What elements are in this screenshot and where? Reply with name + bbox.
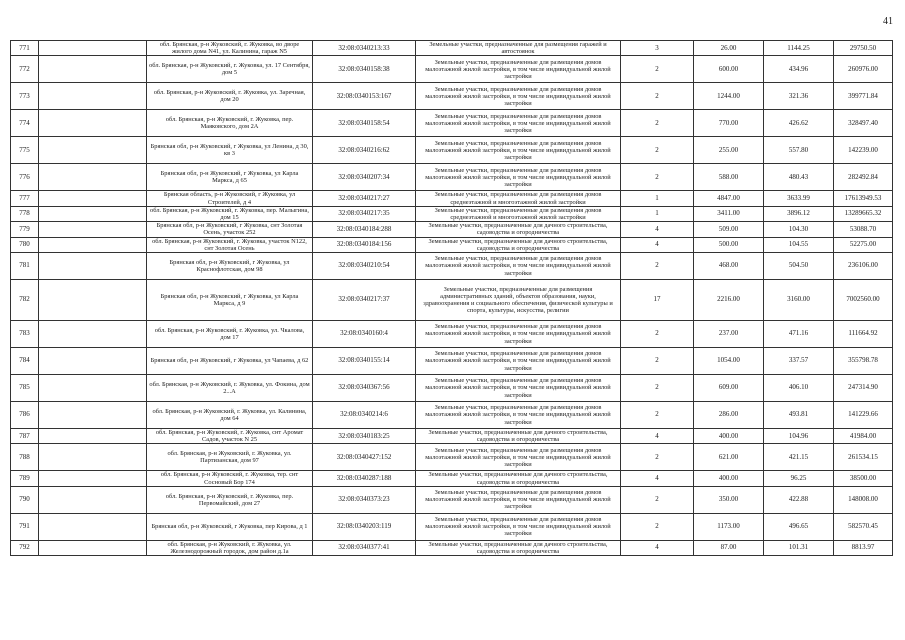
row-number: 775 — [11, 137, 39, 164]
value-cell: 52275.00 — [834, 237, 893, 252]
table-row — [11, 402, 893, 429]
value-cell: 260976.00 — [834, 56, 893, 83]
rate-cell: 3896.12 — [764, 206, 834, 221]
blank-cell — [39, 444, 147, 471]
land-use-cell: Земельные участки, предназначенные для размещения административных зданий, объектов образования, науки, здравоохранения и социального обеспечения, физической культуры и спорта, культуры, искусства, религии — [416, 280, 621, 321]
blank-cell — [39, 513, 147, 540]
table-row — [11, 137, 893, 164]
address-cell: Брянская обл, р-н Жуковский, г Жуковка, ул Карла Маркса, д 9 — [147, 280, 313, 321]
area-cell: 468.00 — [694, 253, 764, 280]
cadastral-number-cell: 32:08:0340184:288 — [313, 222, 416, 237]
cadastral-number-cell: 32:08:0340160:4 — [313, 321, 416, 348]
area-cell: 87.00 — [694, 540, 764, 555]
land-use-cell: Земельные участки, предназначенные для дачного строительства, садоводства и огородничества — [416, 471, 621, 486]
blank-cell — [39, 110, 147, 137]
value-cell: 111664.92 — [834, 321, 893, 348]
area-cell: 621.00 — [694, 444, 764, 471]
value-cell: 328497.40 — [834, 110, 893, 137]
blank-cell — [39, 471, 147, 486]
cadastral-number-cell: 32:08:0340158:54 — [313, 110, 416, 137]
table-row — [11, 56, 893, 83]
cadastral-number-cell: 32:08:0340184:156 — [313, 237, 416, 252]
address-cell: Брянская обл, р-н Жуковский, г Жуковка, ул Краснофлотская, дом 98 — [147, 253, 313, 280]
address-cell: обл. Брянская, р-н Жуковский, г. Жуковка, пер. Первомайский, дом 27 — [147, 486, 313, 513]
address-cell: Брянская обл, р-н Жуковский, г Жуковка, ул Ленина, д 30, кв 3 — [147, 137, 313, 164]
address-cell: обл. Брянская, р-н Жуковский, г. Жуковка, ул. Партизанская, дом 97 — [147, 444, 313, 471]
table-row — [11, 280, 893, 321]
cadastral-number-cell: 32:08:0340214:6 — [313, 402, 416, 429]
area-cell: 4847.00 — [694, 191, 764, 206]
group-cell: 3 — [621, 41, 694, 56]
rate-cell: 504.50 — [764, 253, 834, 280]
group-cell: 2 — [621, 513, 694, 540]
cadastral-number-cell: 32:08:0340207:34 — [313, 164, 416, 191]
blank-cell — [39, 402, 147, 429]
rate-cell: 96.25 — [764, 471, 834, 486]
address-cell: обл. Брянская, р-н Жуковский, г. Жуковка, пер. Маяковского, дом 2А — [147, 110, 313, 137]
row-number: 781 — [11, 253, 39, 280]
cadastral-number-cell: 32:08:0340373:23 — [313, 486, 416, 513]
table-row — [11, 513, 893, 540]
area-cell: 1244.00 — [694, 83, 764, 110]
row-number: 784 — [11, 348, 39, 375]
area-cell: 255.00 — [694, 137, 764, 164]
rate-cell: 406.10 — [764, 375, 834, 402]
rate-cell: 471.16 — [764, 321, 834, 348]
address-cell: обл. Брянская, р-н Жуковский, г. Жуковка, участок N122, снт Золотая Осень — [147, 237, 313, 252]
land-use-cell: Земельные участки, предназначенные для размещения домов малоэтажной жилой застройки, в том числе индивидуальной жилой застройки — [416, 444, 621, 471]
value-cell: 53088.70 — [834, 222, 893, 237]
land-use-cell: Земельные участки, предназначенные для дачного строительства, садоводства и огородничества — [416, 222, 621, 237]
area-cell: 600.00 — [694, 56, 764, 83]
cadastral-number-cell: 32:08:0340183:25 — [313, 429, 416, 444]
blank-cell — [39, 486, 147, 513]
value-cell: 282492.84 — [834, 164, 893, 191]
land-use-cell: Земельные участки, предназначенные для размещения домов среднеэтажной и многоэтажной жилой застройки — [416, 206, 621, 221]
rate-cell: 337.57 — [764, 348, 834, 375]
area-cell: 237.00 — [694, 321, 764, 348]
table-row — [11, 191, 893, 206]
row-number: 771 — [11, 41, 39, 56]
row-number: 791 — [11, 513, 39, 540]
value-cell: 582570.45 — [834, 513, 893, 540]
group-cell: 4 — [621, 471, 694, 486]
rate-cell: 422.88 — [764, 486, 834, 513]
area-cell: 2216.00 — [694, 280, 764, 321]
blank-cell — [39, 83, 147, 110]
row-number: 780 — [11, 237, 39, 252]
value-cell: 8813.97 — [834, 540, 893, 555]
blank-cell — [39, 540, 147, 555]
group-cell: 17 — [621, 280, 694, 321]
row-number: 786 — [11, 402, 39, 429]
blank-cell — [39, 321, 147, 348]
area-cell: 3411.00 — [694, 206, 764, 221]
value-cell: 38500.00 — [834, 471, 893, 486]
row-number: 777 — [11, 191, 39, 206]
blank-cell — [39, 56, 147, 83]
land-use-cell: Земельные участки, предназначенные для дачного строительства, садоводства и огородничества — [416, 540, 621, 555]
area-cell: 588.00 — [694, 164, 764, 191]
land-use-cell: Земельные участки, предназначенные для размещения домов малоэтажной жилой застройки, в том числе индивидуальной жилой застройки — [416, 56, 621, 83]
row-number: 778 — [11, 206, 39, 221]
group-cell: 4 — [621, 237, 694, 252]
address-cell: Брянская обл, р-н Жуковский, г Жуковка, пер Кирова, д 1 — [147, 513, 313, 540]
land-use-cell: Земельные участки, предназначенные для размещения домов среднеэтажной и многоэтажной жилой застройки — [416, 191, 621, 206]
area-cell: 350.00 — [694, 486, 764, 513]
rate-cell: 421.15 — [764, 444, 834, 471]
table-body — [11, 41, 893, 556]
row-number: 792 — [11, 540, 39, 555]
blank-cell — [39, 206, 147, 221]
land-use-cell: Земельные участки, предназначенные для размещения домов малоэтажной жилой застройки, в том числе индивидуальной жилой застройки — [416, 253, 621, 280]
value-cell: 148008.00 — [834, 486, 893, 513]
value-cell: 141229.66 — [834, 402, 893, 429]
cadastral-number-cell: 32:08:0340427:152 — [313, 444, 416, 471]
cadastral-number-cell: 32:08:0340377:41 — [313, 540, 416, 555]
table-row — [11, 253, 893, 280]
rate-cell: 480.43 — [764, 164, 834, 191]
value-cell: 41984.00 — [834, 429, 893, 444]
group-cell: 2 — [621, 253, 694, 280]
table-row — [11, 206, 893, 221]
blank-cell — [39, 41, 147, 56]
land-use-cell: Земельные участки, предназначенные для размещения домов малоэтажной жилой застройки, в том числе индивидуальной жилой застройки — [416, 321, 621, 348]
rate-cell: 3160.00 — [764, 280, 834, 321]
rate-cell: 321.36 — [764, 83, 834, 110]
group-cell: 2 — [621, 110, 694, 137]
table-row — [11, 444, 893, 471]
rate-cell: 101.31 — [764, 540, 834, 555]
table-row — [11, 321, 893, 348]
land-use-cell: Земельные участки, предназначенные для размещения домов малоэтажной жилой застройки, в том числе индивидуальной жилой застройки — [416, 137, 621, 164]
row-number: 787 — [11, 429, 39, 444]
address-cell: Брянская обл, р-н Жуковский, г Жуковка, ул Чапаева, д 62 — [147, 348, 313, 375]
table-row — [11, 222, 893, 237]
address-cell: обл. Брянская, р-н Жуковский, г. Жуковка, ул. Железнодорожный городок, дом район д.1а — [147, 540, 313, 555]
land-use-cell: Земельные участки, предназначенные для дачного строительства, садоводства и огородничества — [416, 237, 621, 252]
blank-cell — [39, 280, 147, 321]
group-cell: 1 — [621, 191, 694, 206]
address-cell: обл. Брянская, р-н Жуковский, г. Жуковка, ул. Калинина, дом 64 — [147, 402, 313, 429]
address-cell: обл. Брянская, р-н Жуковский, г. Жуковка, пер. Малыгина, дом 15 — [147, 206, 313, 221]
land-use-cell: Земельные участки, предназначенные для размещения домов малоэтажной жилой застройки, в том числе индивидуальной жилой застройки — [416, 110, 621, 137]
address-cell: Брянская обл, р-н Жуковский, г Жуковка, снт Золотая Осень, участок 252 — [147, 222, 313, 237]
area-cell: 1173.00 — [694, 513, 764, 540]
rate-cell: 104.55 — [764, 237, 834, 252]
row-number: 779 — [11, 222, 39, 237]
land-use-cell: Земельные участки, предназначенные для дачного строительства, садоводства и огородничества — [416, 429, 621, 444]
rate-cell: 557.80 — [764, 137, 834, 164]
value-cell: 399771.84 — [834, 83, 893, 110]
area-cell: 400.00 — [694, 471, 764, 486]
land-use-cell: Земельные участки, предназначенные для размещения домов малоэтажной жилой застройки, в том числе индивидуальной жилой застройки — [416, 486, 621, 513]
row-number: 785 — [11, 375, 39, 402]
group-cell: 2 — [621, 164, 694, 191]
cadastral-number-cell: 32:08:0340158:38 — [313, 56, 416, 83]
value-cell: 7002560.00 — [834, 280, 893, 321]
land-use-cell: Земельные участки, предназначенные для размещения домов малоэтажной жилой застройки, в том числе индивидуальной жилой застройки — [416, 348, 621, 375]
row-number: 782 — [11, 280, 39, 321]
rate-cell: 1144.25 — [764, 41, 834, 56]
value-cell: 236106.00 — [834, 253, 893, 280]
cadastral-number-cell: 32:08:0340213:33 — [313, 41, 416, 56]
area-cell: 286.00 — [694, 402, 764, 429]
table-row — [11, 164, 893, 191]
area-cell: 770.00 — [694, 110, 764, 137]
value-cell: 29750.50 — [834, 41, 893, 56]
blank-cell — [39, 222, 147, 237]
group-cell: 2 — [621, 444, 694, 471]
cadastral-number-cell: 32:08:0340203:119 — [313, 513, 416, 540]
area-cell: 509.00 — [694, 222, 764, 237]
group-cell: 2 — [621, 83, 694, 110]
row-number: 776 — [11, 164, 39, 191]
cadastral-number-cell: 32:08:0340217:27 — [313, 191, 416, 206]
group-cell: 2 — [621, 56, 694, 83]
land-use-cell: Земельные участки, предназначенные для размещения домов малоэтажной жилой застройки, в том числе индивидуальной жилой застройки — [416, 513, 621, 540]
cadastral-number-cell: 32:08:0340217:35 — [313, 206, 416, 221]
land-use-cell: Земельные участки, предназначенные для размещения домов малоэтажной жилой застройки, в том числе индивидуальной жилой застройки — [416, 402, 621, 429]
group-cell: 2 — [621, 348, 694, 375]
cadastral-number-cell: 32:08:0340367:56 — [313, 375, 416, 402]
table-row — [11, 83, 893, 110]
address-cell: обл. Брянская, р-н Жуковский, г. Жуковка, ул. Заречная, дом 20 — [147, 83, 313, 110]
group-cell: 2 — [621, 137, 694, 164]
address-cell: Брянская область, р-н Жуковский, г Жуковка, ул Строителей, д 4 — [147, 191, 313, 206]
row-number: 773 — [11, 83, 39, 110]
group-cell: 1 — [621, 206, 694, 221]
cadastral-number-cell: 32:08:0340210:54 — [313, 253, 416, 280]
table-row — [11, 375, 893, 402]
value-cell: 13289665.32 — [834, 206, 893, 221]
row-number: 774 — [11, 110, 39, 137]
group-cell: 4 — [621, 540, 694, 555]
blank-cell — [39, 191, 147, 206]
row-number: 788 — [11, 444, 39, 471]
land-use-cell: Земельные участки, предназначенные для размещения домов малоэтажной жилой застройки, в том числе индивидуальной жилой застройки — [416, 164, 621, 191]
group-cell: 2 — [621, 402, 694, 429]
blank-cell — [39, 164, 147, 191]
value-cell: 142239.00 — [834, 137, 893, 164]
rate-cell: 496.65 — [764, 513, 834, 540]
row-number: 790 — [11, 486, 39, 513]
table-row — [11, 429, 893, 444]
cadastral-number-cell: 32:08:0340287:188 — [313, 471, 416, 486]
cadastral-number-cell: 32:08:0340217:37 — [313, 280, 416, 321]
rate-cell: 104.30 — [764, 222, 834, 237]
group-cell: 4 — [621, 222, 694, 237]
rate-cell: 426.62 — [764, 110, 834, 137]
group-cell: 4 — [621, 429, 694, 444]
value-cell: 261534.15 — [834, 444, 893, 471]
land-use-cell: Земельные участки, предназначенные для размещения домов малоэтажной жилой застройки, в том числе индивидуальной жилой застройки — [416, 83, 621, 110]
address-cell: Брянская обл, р-н Жуковский, г Жуковка, ул Карла Маркса, д 65 — [147, 164, 313, 191]
page-number: 41 — [883, 16, 893, 27]
group-cell: 2 — [621, 375, 694, 402]
blank-cell — [39, 137, 147, 164]
blank-cell — [39, 375, 147, 402]
table-row — [11, 237, 893, 252]
value-cell: 355798.78 — [834, 348, 893, 375]
land-use-cell: Земельные участки, предназначенные для размещения гаражей и автостоянок — [416, 41, 621, 56]
address-cell: обл. Брянская, р-н Жуковский, г. Жуковка, снт Аромат Садов, участок N 25 — [147, 429, 313, 444]
address-cell: обл. Брянская, р-н Жуковский, г. Жуковка, ул. 17 Сентября, дом 5 — [147, 56, 313, 83]
group-cell: 2 — [621, 486, 694, 513]
table-row — [11, 348, 893, 375]
blank-cell — [39, 348, 147, 375]
address-cell: обл. Брянская, р-н Жуковский, г. Жуковка, во дворе жилого дома N41, ул. Калинина, гараж N5 — [147, 41, 313, 56]
table-row — [11, 471, 893, 486]
area-cell: 500.00 — [694, 237, 764, 252]
blank-cell — [39, 429, 147, 444]
address-cell: обл. Брянская, р-н Жуковский, г. Жуковка, тер. снт Сосновый Бор 174 — [147, 471, 313, 486]
address-cell: обл. Брянская, р-н Жуковский, г. Жуковка, ул. Фокина, дом 2...А — [147, 375, 313, 402]
address-cell: обл. Брянская, р-н Жуковский, г. Жуковка, ул. Чкалова, дом 17 — [147, 321, 313, 348]
value-cell: 17613949.53 — [834, 191, 893, 206]
area-cell: 400.00 — [694, 429, 764, 444]
area-cell: 609.00 — [694, 375, 764, 402]
table-row — [11, 540, 893, 555]
land-cadastral-table — [10, 40, 893, 556]
rate-cell: 104.96 — [764, 429, 834, 444]
blank-cell — [39, 253, 147, 280]
area-cell: 26.00 — [694, 41, 764, 56]
area-cell: 1054.00 — [694, 348, 764, 375]
row-number: 783 — [11, 321, 39, 348]
blank-cell — [39, 237, 147, 252]
group-cell: 2 — [621, 321, 694, 348]
table-row — [11, 486, 893, 513]
row-number: 772 — [11, 56, 39, 83]
table-row — [11, 41, 893, 56]
rate-cell: 493.81 — [764, 402, 834, 429]
cadastral-number-cell: 32:08:0340155:14 — [313, 348, 416, 375]
cadastral-number-cell: 32:08:0340216:62 — [313, 137, 416, 164]
rate-cell: 434.96 — [764, 56, 834, 83]
land-use-cell: Земельные участки, предназначенные для размещения домов малоэтажной жилой застройки, в том числе индивидуальной жилой застройки — [416, 375, 621, 402]
rate-cell: 3633.99 — [764, 191, 834, 206]
cadastral-number-cell: 32:08:0340153:167 — [313, 83, 416, 110]
value-cell: 247314.90 — [834, 375, 893, 402]
row-number: 789 — [11, 471, 39, 486]
table-row — [11, 110, 893, 137]
